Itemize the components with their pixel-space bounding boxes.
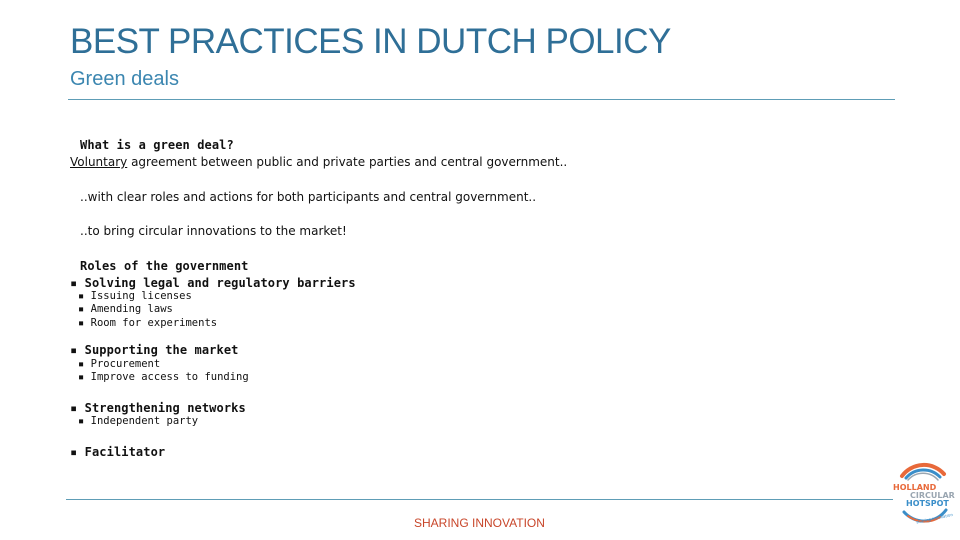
role-subitem: ▪ Improve access to funding (78, 371, 249, 383)
question-heading: What is a green deal? (80, 138, 234, 152)
bullet-icon: ▪ (70, 445, 78, 459)
bullet-icon: ▪ (70, 276, 78, 290)
page-title: BEST PRACTICES IN DUTCH POLICY (70, 22, 671, 61)
bullet-icon: ▪ (78, 303, 85, 315)
header-divider (68, 99, 895, 100)
bullet-icon: ▪ (78, 415, 85, 427)
role-subitem: ▪ Procurement (78, 358, 161, 370)
role-subitem: ▪ Amending laws (78, 303, 173, 315)
role-heading: Strengthening networks (84, 401, 246, 415)
holland-circular-hotspot-logo (890, 462, 956, 528)
definition-line (70, 155, 567, 169)
role-item (70, 445, 165, 459)
role-subitem: ▪ Room for experiments (78, 317, 218, 329)
voluntary-word: Voluntary (70, 155, 128, 169)
bullet-icon: ▪ (70, 343, 78, 357)
logo-text-hotspot: HOTSPOT (906, 499, 949, 508)
role-subitem: ▪ Independent party (78, 415, 199, 427)
role-item (70, 343, 238, 357)
role-heading: Supporting the market (84, 343, 239, 357)
definition-text: agreement between public and private parties and central government.. (127, 155, 568, 169)
roles-heading: Roles of the government (80, 259, 249, 273)
page-subtitle: Green deals (70, 68, 179, 90)
role-subitem: ▪ Issuing licenses (78, 290, 192, 302)
bullet-icon: ▪ (78, 290, 85, 302)
bullet-icon: ▪ (78, 371, 85, 383)
footer-slogan: SHARING INNOVATION (414, 516, 545, 530)
logo-tagline: sharing innovation (915, 511, 954, 525)
market-line: ..to bring circular innovations to the market! (80, 224, 347, 238)
logo-text-circular: CIRCULAR (910, 491, 955, 500)
bullet-icon: ▪ (78, 358, 85, 370)
footer-divider (66, 499, 893, 500)
role-heading: Solving legal and regulatory barriers (84, 276, 356, 290)
role-item (70, 276, 356, 290)
roles-line: ..with clear roles and actions for both participants and central government.. (80, 190, 537, 204)
role-heading: Facilitator (84, 445, 166, 459)
bullet-icon: ▪ (70, 401, 78, 415)
bullet-icon: ▪ (78, 317, 85, 329)
logo-text-holland: HOLLAND (893, 483, 937, 492)
role-item (70, 401, 246, 415)
